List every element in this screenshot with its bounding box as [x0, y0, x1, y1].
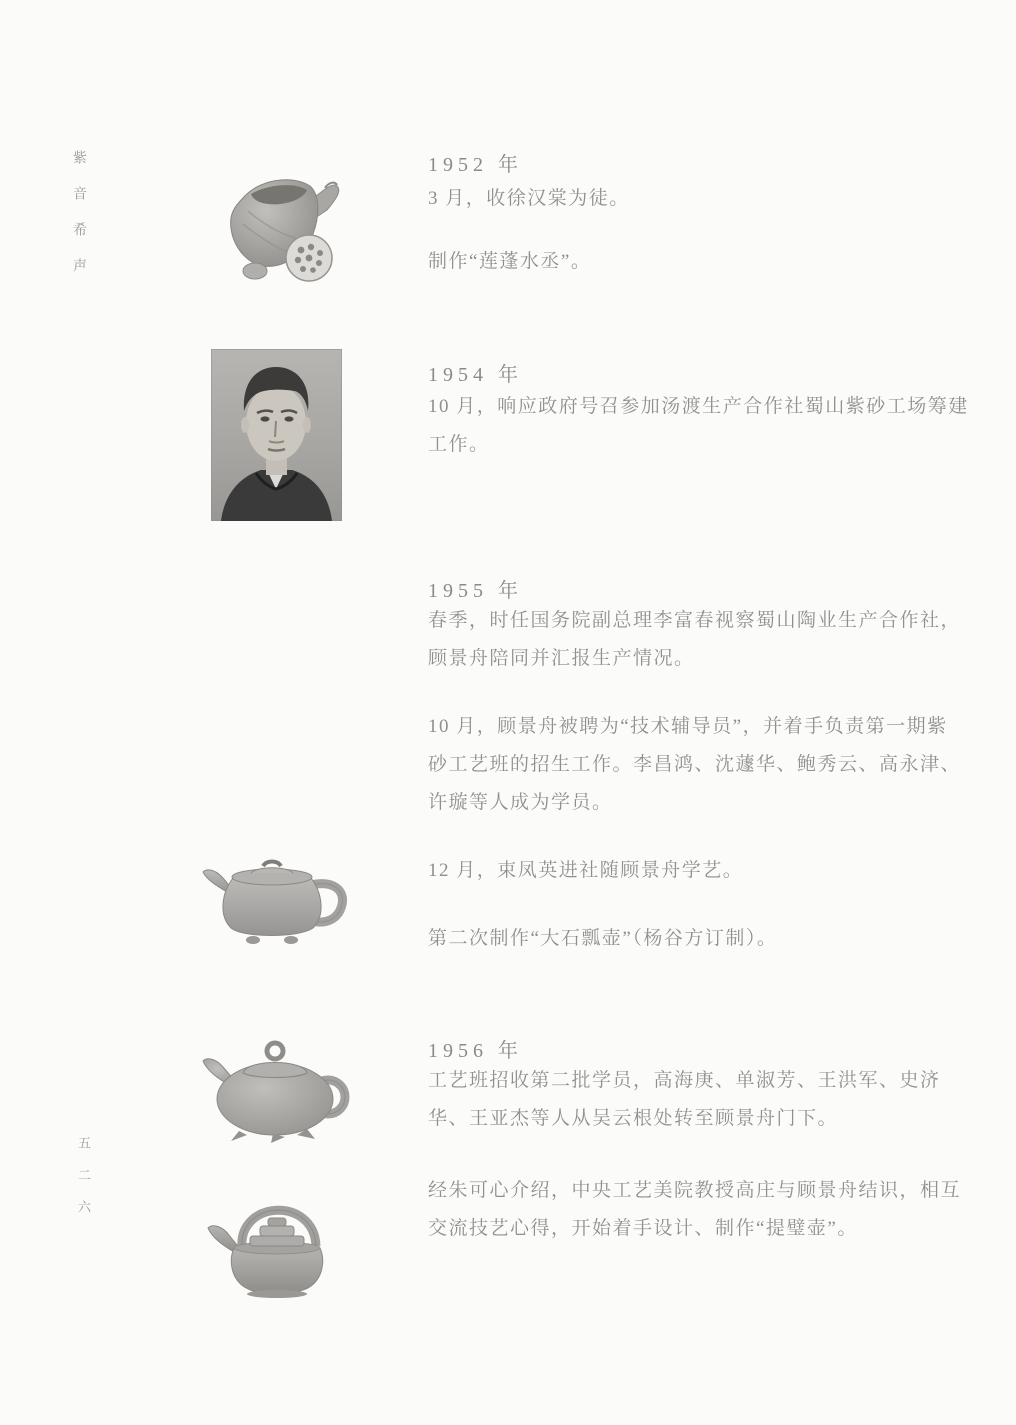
- text-line: 许璇等人成为学员。: [428, 792, 613, 813]
- entry-1956-students: [428, 1062, 941, 1138]
- entry-1955-december: [428, 852, 743, 890]
- page-number: 五二六: [76, 1136, 91, 1232]
- portrait-illustration: [211, 349, 342, 521]
- lotus-pod-water-coupe-illustration: [213, 166, 348, 284]
- entry-1952-work: [428, 243, 591, 281]
- text-line: 经朱可心介绍，中央工艺美院教授高庄与顾景舟结识，相互: [428, 1180, 962, 1201]
- text-line: 10 月，顾景舟被聘为“技术辅导员”，并着手负责第一期紫: [428, 716, 948, 737]
- text-line: 工作。: [428, 434, 490, 455]
- text-line: 砂工艺班的招生工作。李昌鸿、沈蘧华、鲍秀云、高永津、: [428, 754, 962, 775]
- year-heading-1952: 1952 年: [428, 154, 523, 176]
- entry-1952-march: [428, 180, 630, 218]
- stone-ladle-teapot-photo: [195, 856, 350, 948]
- year-heading-1956: 1956 年: [428, 1040, 523, 1062]
- year-heading-1954: 1954 年: [428, 364, 523, 386]
- text-line: 工艺班招收第二批学员，高海庚、单淑芳、王洪军、史济: [428, 1070, 941, 1091]
- stone-ladle-teapot-illustration: [195, 856, 350, 948]
- entry-1955-october: [428, 708, 961, 822]
- round-teapot-illustration: [195, 1035, 353, 1143]
- entry-1955-spring: [428, 602, 961, 678]
- gu-jingzhou-portrait-photo: [211, 349, 342, 521]
- text-line: 10 月，响应政府号召参加汤渡生产合作社蜀山紫砂工场筹建: [428, 396, 969, 417]
- entry-1956-gaozhuang: [428, 1172, 961, 1248]
- text-line: 华、王亚杰等人从吴云根处转至顾景舟门下。: [428, 1108, 839, 1129]
- entry-1954-october: [428, 388, 969, 464]
- text-line: 春季，时任国务院副总理李富春视察蜀山陶业生产合作社，: [428, 610, 962, 631]
- text-line: 12 月，束凤英进社随顾景舟学艺。: [428, 860, 744, 881]
- text-line: 3 月，收徐汉棠为徒。: [428, 188, 630, 209]
- margin-book-title: 紫音希声: [71, 150, 86, 294]
- text-line: 第二次制作“大石瓢壶”（杨谷方订制）。: [428, 928, 778, 949]
- year-heading-1955: 1955 年: [428, 580, 523, 602]
- round-teapot-photo: [195, 1035, 353, 1143]
- text-line: 交流技艺心得，开始着手设计、制作“提璧壶”。: [428, 1218, 858, 1239]
- text-line: 制作“莲蓬水丞”。: [428, 251, 592, 272]
- overhead-handle-teapot-photo: [198, 1186, 352, 1300]
- lotus-pod-water-coupe-photo: [213, 166, 348, 284]
- text-line: 顾景舟陪同并汇报生产情况。: [428, 648, 695, 669]
- overhead-handle-teapot-illustration: [198, 1186, 352, 1300]
- entry-1955-work: [428, 920, 777, 958]
